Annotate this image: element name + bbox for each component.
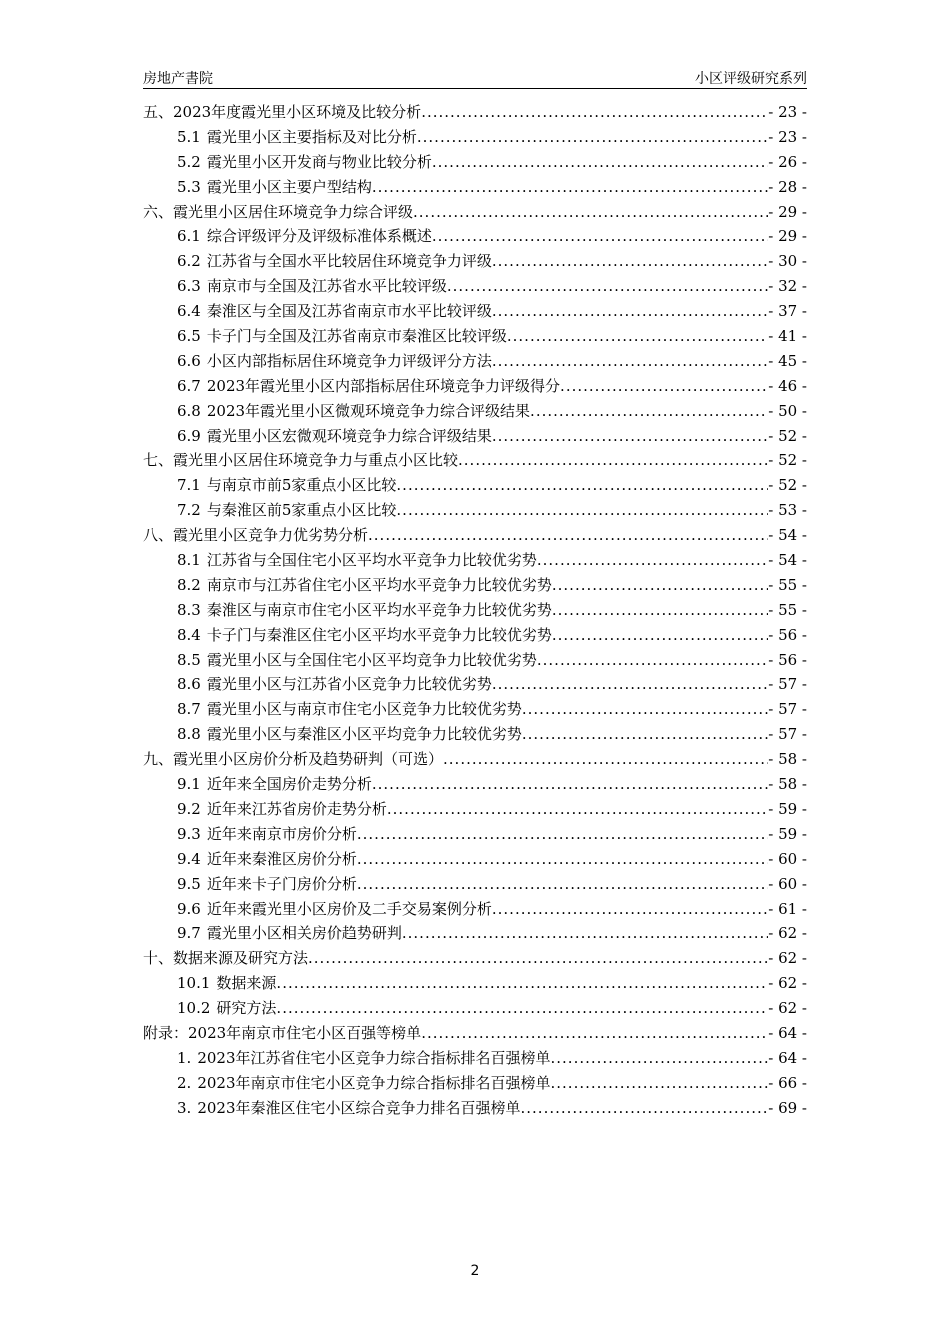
toc-entry-title: 霞光里小区与全国住宅小区平均竞争力比较优劣势 bbox=[206, 650, 537, 669]
toc-entry-title: 六、霞光里小区居住环境竞争力综合评级 bbox=[143, 202, 414, 221]
toc-dot-leader bbox=[421, 100, 768, 125]
toc-entry-title: 卡子门与秦淮区住宅小区平均水平竞争力比较优劣势 bbox=[206, 625, 552, 644]
toc-entry-page: - 55 - bbox=[768, 600, 807, 619]
toc-entry-page: - 52 - bbox=[768, 451, 807, 470]
toc-entry-title: 小区内部指标居住环境竞争力评级评分方法 bbox=[206, 351, 492, 370]
toc-entry-title: 霞光里小区与秦淮区小区平均竞争力比较优劣势 bbox=[206, 725, 522, 744]
toc-entry-page: - 59 - bbox=[768, 799, 807, 818]
toc-entry-title: 五、2023年度霞光里小区环境及比较分析 bbox=[143, 103, 422, 121]
toc-dot-leader bbox=[522, 722, 768, 747]
toc-entry-page: - 58 - bbox=[768, 750, 807, 769]
toc-entry-number: 2. bbox=[177, 1073, 192, 1092]
toc-subentry[interactable] bbox=[143, 349, 807, 374]
toc-entry-title: 十、数据来源及研究方法 bbox=[143, 949, 309, 968]
toc-entry-number: 8.6 bbox=[177, 675, 201, 694]
toc-dot-leader bbox=[417, 125, 768, 150]
toc-entry-page: - 58 - bbox=[768, 775, 807, 794]
toc-entry-number: 8.1 bbox=[177, 551, 201, 570]
toc-dot-leader bbox=[537, 648, 768, 673]
toc-entry-number: 8.5 bbox=[177, 650, 201, 669]
table-of-contents bbox=[143, 100, 807, 1121]
toc-entry[interactable] bbox=[143, 946, 807, 971]
toc-entry-number: 7.2 bbox=[177, 501, 201, 520]
toc-dot-leader bbox=[552, 623, 768, 648]
toc-dot-leader bbox=[447, 274, 768, 299]
toc-dot-leader bbox=[551, 1071, 769, 1096]
toc-entry-title: 2023年江苏省住宅小区竞争力综合指标排名百强榜单 bbox=[197, 1048, 551, 1067]
toc-subentry[interactable] bbox=[143, 1046, 807, 1071]
toc-entry[interactable] bbox=[143, 448, 807, 473]
toc-entry-number: 6.7 bbox=[177, 376, 201, 395]
toc-entry-page: - 54 - bbox=[768, 551, 807, 570]
toc-entry-page: - 66 - bbox=[768, 1073, 807, 1092]
toc-entry-number: 6.6 bbox=[177, 351, 201, 370]
toc-entry-page: - 23 - bbox=[768, 103, 807, 121]
toc-entry-page: - 62 - bbox=[768, 949, 807, 968]
toc-entry-title: 附录：2023年南京市住宅小区百强等榜单 bbox=[143, 1023, 422, 1042]
toc-entry-title: 八、霞光里小区竞争力优劣势分析 bbox=[143, 526, 369, 545]
toc-entry-page: - 50 - bbox=[768, 401, 807, 420]
toc-dot-leader bbox=[458, 448, 768, 473]
toc-subentry[interactable] bbox=[143, 772, 807, 797]
toc-entry-title: 研究方法 bbox=[216, 999, 277, 1018]
toc-entry-page: - 41 - bbox=[768, 327, 807, 346]
toc-subentry[interactable] bbox=[143, 473, 807, 498]
toc-entry-title: 九、霞光里小区房价分析及趋势研判（可选） bbox=[143, 750, 444, 769]
toc-dot-leader bbox=[402, 921, 768, 946]
toc-entry-number: 5.1 bbox=[177, 127, 201, 146]
toc-entry-title: 数据来源 bbox=[216, 974, 277, 993]
toc-entry-number: 9.4 bbox=[177, 849, 201, 868]
toc-entry-number: 9.2 bbox=[177, 799, 201, 818]
toc-entry-title: 江苏省与全国住宅小区平均水平竞争力比较优劣势 bbox=[206, 551, 537, 570]
toc-dot-leader bbox=[432, 150, 768, 175]
toc-subentry[interactable] bbox=[143, 374, 807, 399]
toc-entry-title: 近年来全国房价走势分析 bbox=[206, 775, 372, 794]
toc-dot-leader bbox=[357, 847, 768, 872]
toc-subentry[interactable] bbox=[143, 648, 807, 673]
toc-entry-number: 6.3 bbox=[177, 277, 201, 296]
toc-entry-page: - 54 - bbox=[768, 526, 807, 545]
toc-subentry[interactable] bbox=[143, 548, 807, 573]
toc-entry-page: - 69 - bbox=[768, 1098, 807, 1117]
toc-subentry[interactable] bbox=[143, 399, 807, 424]
toc-entry-title: 秦淮区与南京市住宅小区平均水平竞争力比较优劣势 bbox=[206, 600, 552, 619]
toc-entry-page: - 64 - bbox=[768, 1048, 807, 1067]
toc-entry-page: - 56 - bbox=[768, 625, 807, 644]
toc-subentry[interactable] bbox=[143, 996, 807, 1021]
toc-entry-title: 霞光里小区相关房价趋势研判 bbox=[206, 924, 402, 943]
toc-entry-page: - 28 - bbox=[768, 177, 807, 196]
toc-entry-page: - 57 - bbox=[768, 675, 807, 694]
toc-subentry[interactable] bbox=[143, 672, 807, 697]
toc-dot-leader bbox=[421, 1021, 768, 1046]
toc-entry-number: 10.2 bbox=[177, 999, 211, 1018]
toc-subentry[interactable] bbox=[143, 498, 807, 523]
page-header bbox=[143, 66, 807, 89]
toc-entry-title: 霞光里小区与江苏省小区竞争力比较优劣势 bbox=[206, 675, 492, 694]
toc-dot-leader bbox=[357, 822, 768, 847]
toc-entry-page: - 37 - bbox=[768, 302, 807, 321]
toc-subentry[interactable] bbox=[143, 274, 807, 299]
toc-entry-number: 1. bbox=[177, 1048, 192, 1067]
toc-subentry[interactable] bbox=[143, 249, 807, 274]
toc-subentry[interactable] bbox=[143, 921, 807, 946]
toc-entry[interactable] bbox=[143, 1021, 807, 1046]
toc-entry-number: 6.4 bbox=[177, 302, 201, 321]
toc-entry-page: - 23 - bbox=[768, 127, 807, 146]
toc-entry-page: - 30 - bbox=[768, 252, 807, 271]
toc-dot-leader bbox=[368, 523, 768, 548]
toc-entry-title: 霞光里小区与南京市住宅小区竞争力比较优劣势 bbox=[206, 700, 522, 719]
toc-entry-number: 9.6 bbox=[177, 899, 201, 918]
toc-entry-title: 霞光里小区宏微观环境竞争力综合评级结果 bbox=[206, 426, 492, 445]
toc-entry-title: 2023年霞光里小区微观环境竞争力综合评级结果 bbox=[206, 401, 531, 420]
toc-dot-leader bbox=[560, 374, 768, 399]
toc-subentry[interactable] bbox=[143, 299, 807, 324]
toc-subentry[interactable] bbox=[143, 971, 807, 996]
toc-entry-title: 近年来南京市房价分析 bbox=[206, 824, 357, 843]
toc-entry-page: - 64 - bbox=[768, 1023, 807, 1042]
toc-subentry[interactable] bbox=[143, 722, 807, 747]
toc-entry-number: 6.9 bbox=[177, 426, 201, 445]
toc-entry-number: 7.1 bbox=[177, 476, 201, 495]
toc-dot-leader bbox=[492, 349, 768, 374]
toc-dot-leader bbox=[551, 1046, 769, 1071]
toc-entry-page: - 57 - bbox=[768, 700, 807, 719]
toc-entry-page: - 59 - bbox=[768, 824, 807, 843]
toc-subentry[interactable] bbox=[143, 1071, 807, 1096]
toc-entry-number: 6.2 bbox=[177, 252, 201, 271]
toc-entry-page: - 60 - bbox=[768, 874, 807, 893]
toc-dot-leader bbox=[552, 598, 768, 623]
toc-subentry[interactable] bbox=[143, 598, 807, 623]
toc-entry-page: - 56 - bbox=[768, 650, 807, 669]
toc-dot-leader bbox=[522, 697, 768, 722]
toc-subentry[interactable] bbox=[143, 697, 807, 722]
toc-entry-title: 霞光里小区开发商与物业比较分析 bbox=[206, 152, 432, 171]
header-publisher: 房地产書院 bbox=[143, 71, 213, 87]
toc-entry-page: - 62 - bbox=[768, 924, 807, 943]
toc-dot-leader bbox=[492, 249, 768, 274]
toc-subentry[interactable] bbox=[143, 224, 807, 249]
toc-entry-page: - 62 - bbox=[768, 999, 807, 1018]
toc-dot-leader bbox=[276, 971, 768, 996]
toc-dot-leader bbox=[492, 299, 768, 324]
toc-entry-number: 8.8 bbox=[177, 725, 201, 744]
toc-subentry[interactable] bbox=[143, 1096, 807, 1121]
toc-subentry[interactable] bbox=[143, 125, 807, 150]
header-series-title: 小区评级研究系列 bbox=[695, 71, 807, 87]
toc-entry-number: 3. bbox=[177, 1098, 192, 1117]
toc-dot-leader bbox=[492, 424, 768, 449]
toc-entry-page: - 55 - bbox=[768, 575, 807, 594]
toc-dot-leader bbox=[530, 399, 768, 424]
toc-subentry[interactable] bbox=[143, 623, 807, 648]
toc-entry-page: - 32 - bbox=[768, 277, 807, 296]
toc-dot-leader bbox=[413, 200, 768, 225]
toc-entry-title: 卡子门与全国及江苏省南京市秦淮区比较评级 bbox=[206, 327, 507, 346]
toc-dot-leader bbox=[372, 772, 768, 797]
toc-subentry[interactable] bbox=[143, 847, 807, 872]
toc-entry-number: 6.5 bbox=[177, 327, 201, 346]
toc-entry-title: 近年来卡子门房价分析 bbox=[206, 874, 357, 893]
toc-entry-number: 5.2 bbox=[177, 152, 201, 171]
toc-subentry[interactable] bbox=[143, 872, 807, 897]
toc-entry-page: - 62 - bbox=[768, 974, 807, 993]
toc-dot-leader bbox=[443, 747, 768, 772]
toc-entry-title: 与南京市前5家重点小区比较 bbox=[206, 476, 397, 495]
toc-subentry[interactable] bbox=[143, 897, 807, 922]
toc-dot-leader bbox=[396, 498, 768, 523]
toc-entry-page: - 52 - bbox=[768, 426, 807, 445]
toc-entry-number: 9.7 bbox=[177, 924, 201, 943]
toc-entry-number: 6.8 bbox=[177, 401, 201, 420]
toc-entry-number: 10.1 bbox=[177, 974, 211, 993]
toc-dot-leader bbox=[357, 872, 768, 897]
toc-entry-number: 5.3 bbox=[177, 177, 201, 196]
toc-entry-number: 8.7 bbox=[177, 700, 201, 719]
toc-entry-page: - 52 - bbox=[768, 476, 807, 495]
toc-entry-page: - 45 - bbox=[768, 351, 807, 370]
toc-dot-leader bbox=[552, 573, 768, 598]
toc-dot-leader bbox=[308, 946, 768, 971]
toc-dot-leader bbox=[492, 672, 768, 697]
toc-entry[interactable] bbox=[143, 200, 807, 225]
toc-entry-number: 8.2 bbox=[177, 575, 201, 594]
toc-entry-number: 9.1 bbox=[177, 775, 201, 794]
toc-entry-title: 近年来秦淮区房价分析 bbox=[206, 849, 357, 868]
toc-subentry[interactable] bbox=[143, 797, 807, 822]
toc-dot-leader bbox=[396, 473, 768, 498]
page-number: 2 bbox=[470, 1263, 480, 1279]
toc-subentry[interactable] bbox=[143, 324, 807, 349]
toc-entry-page: - 29 - bbox=[768, 227, 807, 246]
toc-dot-leader bbox=[537, 548, 768, 573]
toc-entry-number: 9.5 bbox=[177, 874, 201, 893]
toc-entry-number: 9.3 bbox=[177, 824, 201, 843]
toc-subentry[interactable] bbox=[143, 150, 807, 175]
toc-entry-title: 霞光里小区主要指标及对比分析 bbox=[206, 127, 417, 146]
toc-entry-title: 江苏省与全国水平比较居住环境竞争力评级 bbox=[206, 252, 492, 271]
toc-subentry[interactable] bbox=[143, 424, 807, 449]
toc-dot-leader bbox=[492, 897, 768, 922]
toc-entry-page: - 60 - bbox=[768, 849, 807, 868]
toc-dot-leader bbox=[387, 797, 768, 822]
toc-entry-page: - 29 - bbox=[768, 202, 807, 221]
toc-entry-title: 七、霞光里小区居住环境竞争力与重点小区比较 bbox=[143, 451, 459, 470]
toc-entry-title: 综合评级评分及评级标准体系概述 bbox=[206, 227, 432, 246]
toc-entry-number: 8.4 bbox=[177, 625, 201, 644]
toc-entry-number: 8.3 bbox=[177, 600, 201, 619]
toc-entry-title: 南京市与全国及江苏省水平比较评级 bbox=[206, 277, 447, 296]
toc-subentry[interactable] bbox=[143, 175, 807, 200]
toc-entry-title: 近年来江苏省房价走势分析 bbox=[206, 799, 387, 818]
toc-entry-page: - 57 - bbox=[768, 725, 807, 744]
toc-entry-page: - 61 - bbox=[768, 899, 807, 918]
toc-dot-leader bbox=[507, 324, 768, 349]
toc-entry-title: 秦淮区与全国及江苏省南京市水平比较评级 bbox=[206, 302, 492, 321]
toc-entry-title: 与秦淮区前5家重点小区比较 bbox=[206, 501, 397, 520]
toc-dot-leader bbox=[372, 175, 768, 200]
toc-subentry[interactable] bbox=[143, 822, 807, 847]
toc-entry-title: 近年来霞光里小区房价及二手交易案例分析 bbox=[206, 899, 492, 918]
toc-entry-page: - 53 - bbox=[768, 501, 807, 520]
toc-entry-number: 6.1 bbox=[177, 227, 201, 246]
toc-entry[interactable] bbox=[143, 747, 807, 772]
toc-entry-title: 霞光里小区主要户型结构 bbox=[206, 177, 372, 196]
toc-entry-page: - 26 - bbox=[768, 152, 807, 171]
toc-entry-title: 南京市与江苏省住宅小区平均水平竞争力比较优劣势 bbox=[206, 575, 552, 594]
toc-dot-leader bbox=[521, 1096, 769, 1121]
toc-entry[interactable] bbox=[143, 523, 807, 548]
toc-entry-title: 2023年霞光里小区内部指标居住环境竞争力评级得分 bbox=[206, 376, 561, 395]
toc-dot-leader bbox=[432, 224, 768, 249]
toc-dot-leader bbox=[276, 996, 768, 1021]
toc-entry-page: - 46 - bbox=[768, 376, 807, 395]
toc-entry[interactable] bbox=[143, 100, 807, 125]
toc-entry-title: 2023年秦淮区住宅小区综合竞争力排名百强榜单 bbox=[197, 1098, 521, 1117]
toc-subentry[interactable] bbox=[143, 573, 807, 598]
toc-entry-title: 2023年南京市住宅小区竞争力综合指标排名百强榜单 bbox=[197, 1073, 551, 1092]
